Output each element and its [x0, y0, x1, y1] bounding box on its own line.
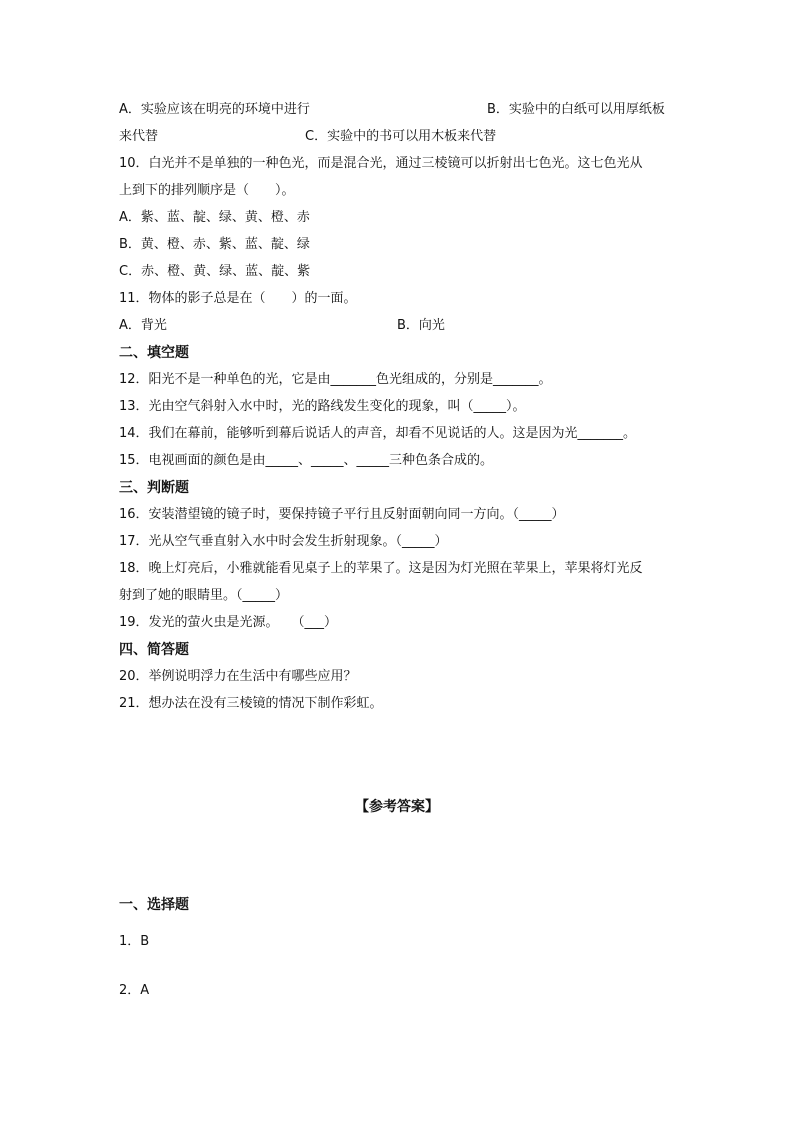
q9-option-b-continued: 来代替	[119, 129, 159, 144]
question-14: 14．我们在幕前，能够听到幕后说话人的声音，却看不见说话的人。这是因为光_______。	[119, 426, 637, 441]
question-20: 20．举例说明浮力在生活中有哪些应用？	[119, 669, 357, 684]
question-18-line1: 18．晚上灯亮后，小雅就能看见桌子上的苹果了。这是因为灯光照在苹果上，苹果将灯光反	[119, 561, 643, 576]
q10-option-a: A．紫、蓝、靛、绿、黄、橙、赤	[119, 210, 310, 225]
question-12: 12．阳光不是一种单色的光，它是由_______色光组成的，分别是_______。	[119, 372, 552, 387]
q11-text: 11．物体的影子总是在（ ）的一面。	[119, 291, 357, 306]
q9-option-b: B．实验中的白纸可以用厚纸板	[487, 102, 665, 117]
q10-text-line1: 10．白光并不是单独的一种色光，而是混合光，通过三棱镜可以折射出七色光。这七色光从	[119, 156, 643, 171]
answer-2: 2．A	[119, 983, 150, 998]
q9-option-c: C．实验中的书可以用木板来代替	[305, 129, 497, 144]
question-16: 16．安装潜望镜的镜子时，要保持镜子平行且反射面朝向同一方向。（_____）	[119, 507, 565, 522]
question-19: 19．发光的萤火虫是光源。 （___）	[119, 615, 338, 630]
q9-option-a: A．实验应该在明亮的环境中进行	[119, 102, 310, 117]
q10-text-line2: 上到下的排列顺序是（ ）。	[119, 183, 295, 198]
section-fill-in-title: 二、填空题	[119, 345, 189, 361]
question-13: 13．光由空气斜射入水中时，光的路线发生变化的现象，叫（_____）。	[119, 399, 526, 414]
q10-option-c: C．赤、橙、黄、绿、蓝、靛、紫	[119, 264, 311, 279]
question-15: 15．电视画面的颜色是由_____、_____、_____三种色条合成的。	[119, 453, 494, 468]
section-judgement-title: 三、判断题	[119, 480, 189, 496]
answers-section1-title: 一、选择题	[119, 897, 189, 913]
question-21: 21．想办法在没有三棱镜的情况下制作彩虹。	[119, 696, 383, 711]
answers-title: 【参考答案】	[355, 799, 439, 815]
question-17: 17．光从空气垂直射入水中时会发生折射现象。（_____）	[119, 534, 448, 549]
q11-option-a: A．背光	[119, 318, 167, 333]
q11-option-b: B．向光	[397, 318, 445, 333]
q10-option-b: B．黄、橙、赤、紫、蓝、靛、绿	[119, 237, 310, 252]
question-18-line2: 射到了她的眼睛里。（_____）	[119, 588, 289, 603]
answer-1: 1．B	[119, 934, 150, 949]
section-short-answer-title: 四、简答题	[119, 642, 189, 658]
